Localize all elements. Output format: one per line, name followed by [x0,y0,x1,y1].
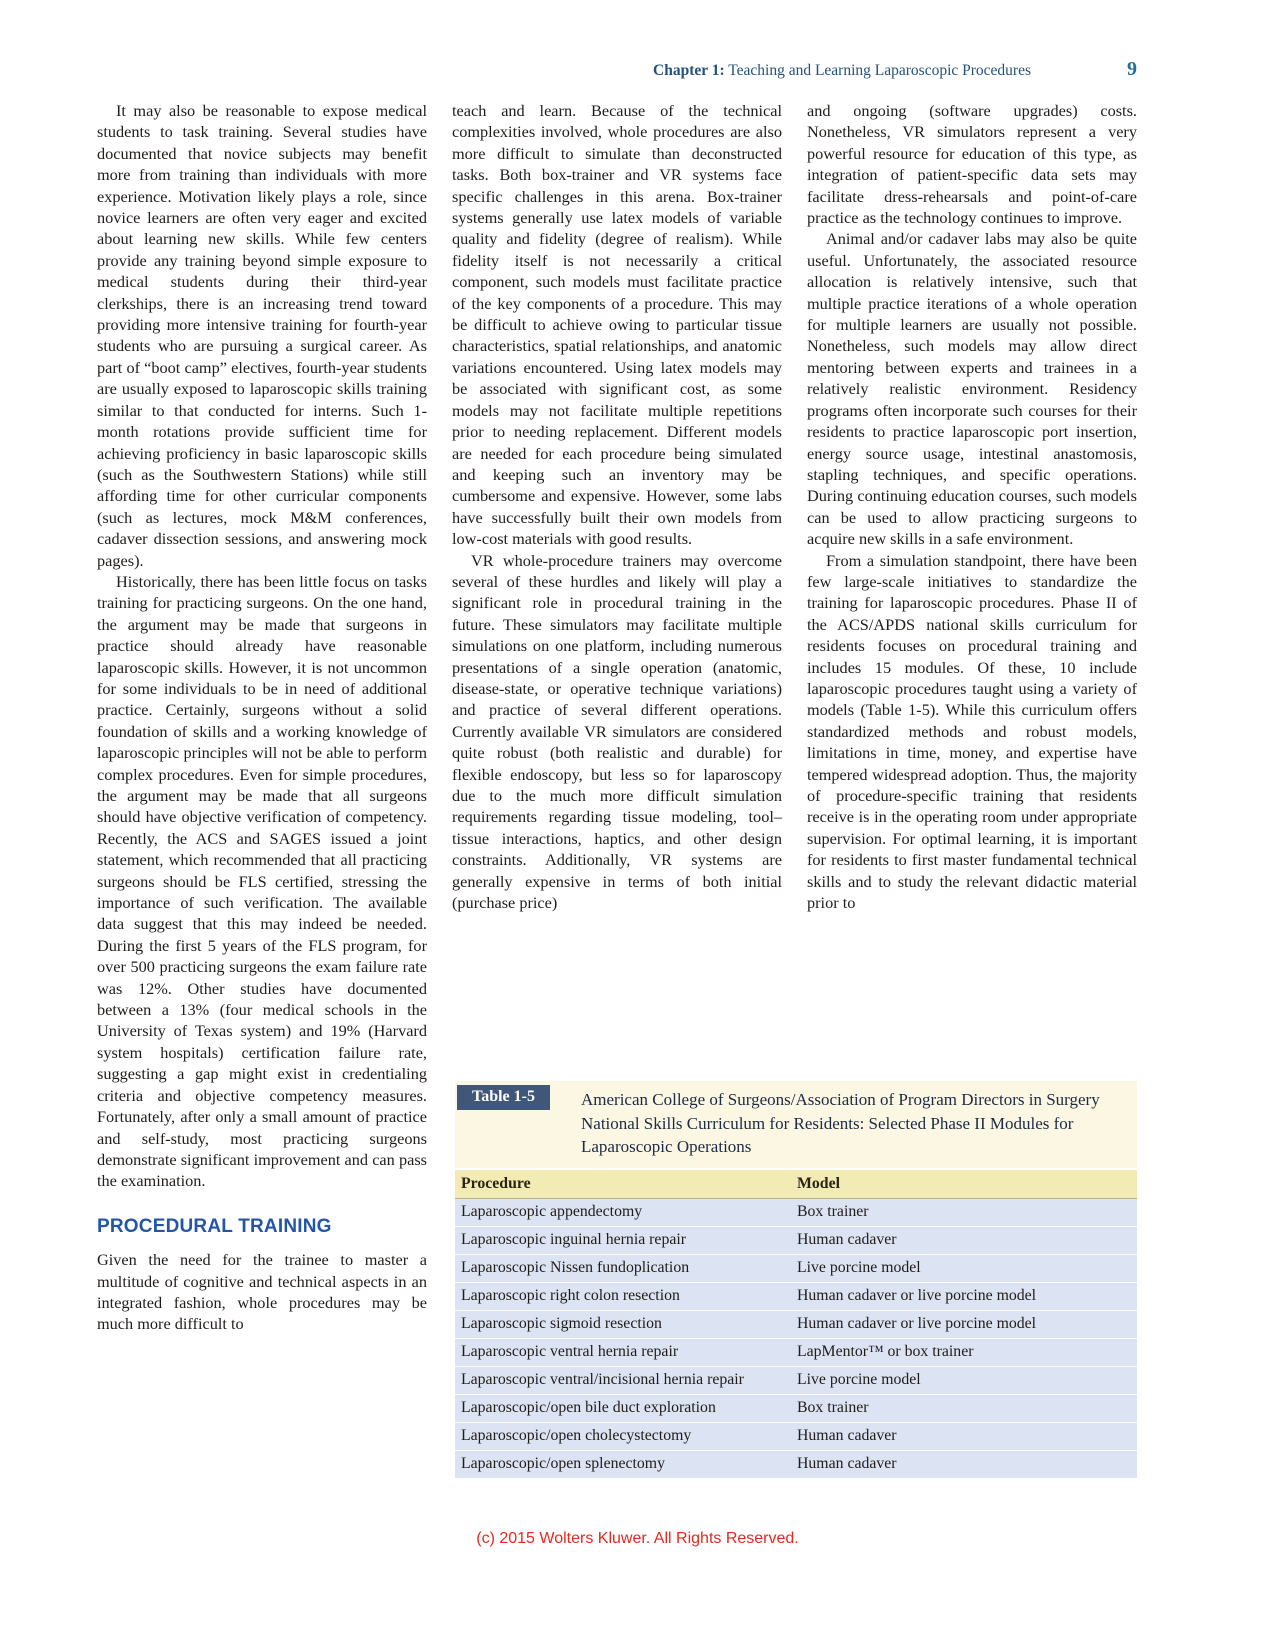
table-title: American College of Surgeons/Association of Program Directors in Surgery National Skills Curriculum for Residents: Selected Phase II Modules for Laparoscopic Operations [581,1090,1100,1156]
paragraph: It may also be reasonable to expose medical students to task training. Several studies have documented that novice subjects may benefit more from training than individuals with more experience. Motivation likely plays a role, since novice learners are often very eager and excited about learning new skills. While few centers provide any training beyond simple exposure to medical students during their third-year clerkships, there is an increasing trend toward providing more intensive training for fourth-year students who are pursuing a surgical career. As part of “boot camp” electives, fourth-year students are usually exposed to laparoscopic skills training similar to that conducted for interns. Such 1-month rotations provide sufficient time for achieving proficiency in basic laparoscopic skills (such as the Southwestern Stations) while still affording time for other curricular components (such as lectures, mock M&M conferences, cadaver dissection sessions, and answering mock pages). [97,101,427,570]
paragraph: From a simulation standpoint, there have been few large-scale initiatives to standardize the training for laparoscopic procedures. Phase II of the ACS/APDS national skills curriculum for residents focuses on procedural training and includes 15 modules. Of these, 10 include laparoscopic procedures taught using a variety of models (Table 1-5). While this curriculum offers standardized methods and robust models, limitations in time, money, and expertise have tempered widespread adoption. Thus, the majority of procedure-specific training that residents receive is in the operating room under appropriate supervision. For optimal learning, it is important for residents to first master fundamental technical skills and to study the relevant didactic material prior to [807,550,1137,913]
table-badge: Table 1-5 [457,1085,550,1110]
table-row [455,1422,1137,1450]
text-column-2 [452,100,782,913]
table-row [455,1254,1137,1282]
table-row [455,1338,1137,1366]
table-1-5 [455,1081,1137,1478]
table-title-block [455,1081,1137,1168]
chapter-heading [653,62,1031,80]
table-row [455,1226,1137,1254]
cell-procedure: Laparoscopic/open splenectomy [461,1454,665,1472]
cell-procedure: Laparoscopic ventral hernia repair [461,1342,679,1360]
cell-model: Human cadaver [797,1230,897,1248]
cell-procedure: Laparoscopic right colon resection [461,1286,680,1304]
cell-model: Human cadaver or live porcine model [797,1286,1037,1304]
cell-procedure: Laparoscopic sigmoid resection [461,1314,662,1332]
cell-model: Live porcine model [797,1370,921,1388]
cell-procedure: Laparoscopic appendectomy [461,1202,643,1220]
text-column-1 [97,100,427,1335]
cell-model: LapMentor™ or box trainer [797,1342,974,1360]
table-row [455,1282,1137,1310]
cell-procedure: Laparoscopic inguinal hernia repair [461,1230,687,1248]
chapter-title: Teaching and Learning Laparoscopic Procedures [724,62,1031,79]
cell-model: Human cadaver [797,1454,897,1472]
cell-model: Human cadaver [797,1426,897,1444]
paragraph: Given the need for the trainee to master a multitude of cognitive and technical aspects in an integrated fashion, whole procedures may be much more difficult to [97,1250,427,1334]
cell-model: Box trainer [797,1398,869,1416]
cell-model: Box trainer [797,1202,869,1220]
cell-procedure: Laparoscopic ventral/incisional hernia repair [461,1370,744,1388]
table-row [455,1450,1137,1478]
paragraph: VR whole-procedure trainers may overcome several of these hurdles and likely will play a significant role in procedural training in the future. These simulators may facilitate multiple simulations on one platform, including numerous presentations of a single operation (anatomic, disease-state, or operative technique variations) and practice of several different operations. Currently available VR simulators are considered quite robust (both realistic and durable) for flexible endoscopy, but less so for laparoscopy due to the much more difficult simulation requirements regarding tissue modeling, tool–tissue interactions, haptics, and other design constraints. Additionally, VR systems are generally expensive in terms of both initial (purchase price) [452,550,782,913]
chapter-label: Chapter 1: [653,62,725,79]
paragraph: and ongoing (software upgrades) costs. Nonetheless, VR simulators represent a very powerful resource for education of this type, as integration of patient-specific data sets may facilitate dress-rehearsals and point-of-care practice as the technology continues to improve. [807,101,1137,228]
cell-procedure: Laparoscopic/open bile duct exploration [461,1398,716,1416]
page-number: 9 [1127,58,1137,80]
column-header-model: Model [797,1174,840,1192]
paragraph: Animal and/or cadaver labs may also be quite useful. Unfortunately, the associated resource allocation is relatively intensive, such that multiple practice iterations of a whole operation for multiple learners are usually not possible. Nonetheless, such models may allow direct mentoring between experts and trainees in a relatively realistic environment. Residency programs often incorporate such courses for their residents to practice laparoscopic port insertion, energy source usage, intestinal anastomosis, stapling techniques, and specific operations. During continuing education courses, such models can be used to allow practicing surgeons to acquire new skills in a safe environment. [807,229,1137,549]
table-body [455,1199,1137,1478]
text-column-3 [807,100,1137,913]
table-row [455,1366,1137,1394]
table-header-row [455,1168,1137,1199]
section-heading: PROCEDURAL TRAINING [97,1215,332,1237]
table-row [455,1394,1137,1422]
column-header-procedure: Procedure [461,1174,531,1192]
footer-copyright: (c) 2015 Wolters Kluwer. All Rights Reserved. [476,1530,799,1547]
paragraph: teach and learn. Because of the technical complexities involved, whole procedures are also more difficult to simulate than deconstructed tasks. Both box-trainer and VR systems face specific challenges in this arena. Box-trainer systems generally use latex models of variable quality and fidelity (degree of realism). While fidelity itself is not necessarily a critical component, such models must facilitate practice of the key components of a procedure. This may be difficult to achieve owing to particular tissue characteristics, spatial relationships, and anatomic variations encountered. Using latex models may be associated with significant cost, as some models may not facilitate multiple repetitions prior to needing replacement. Different models are needed for each procedure being simulated and keeping such an inventory may be cumbersome and expensive. However, some labs have successfully built their own models from low-cost materials with good results. [452,101,782,549]
table-row [455,1199,1137,1226]
cell-procedure: Laparoscopic/open cholecystectomy [461,1426,692,1444]
cell-model: Live porcine model [797,1258,921,1276]
paragraph: Historically, there has been little focus on tasks training for practicing surgeons. On the one hand, the argument may be made that surgeons in practice should already have reasonable laparoscopic skills. However, it is not uncommon for some individuals to be in need of additional practice. Certainly, surgeons without a solid foundation of skills and a working knowledge of laparoscopic principles will not be able to perform complex procedures. Even for simple procedures, the argument may be made that all surgeons should have objective verification of competency. Recently, the ACS and SAGES issued a joint statement, which recommended that all practicing surgeons should be FLS certified, stressing the importance of such verification. The available data suggest that this may indeed be needed. During the first 5 years of the FLS program, for over 500 practicing surgeons the exam failure rate was 12%. Other studies have documented between a 13% (four medical schools in the University of Texas system) and 19% (Harvard system hospitals) certification failure rate, suggesting a gap might exist in credentialing criteria and objective competency measures. Fortunately, after only a small amount of practice and self-study, most practicing surgeons demonstrate significant improvement and can pass the examination. [97,571,427,1191]
cell-model: Human cadaver or live porcine model [797,1314,1037,1332]
page-header [97,58,1137,81]
cell-procedure: Laparoscopic Nissen fundoplication [461,1258,690,1276]
table-row [455,1310,1137,1338]
